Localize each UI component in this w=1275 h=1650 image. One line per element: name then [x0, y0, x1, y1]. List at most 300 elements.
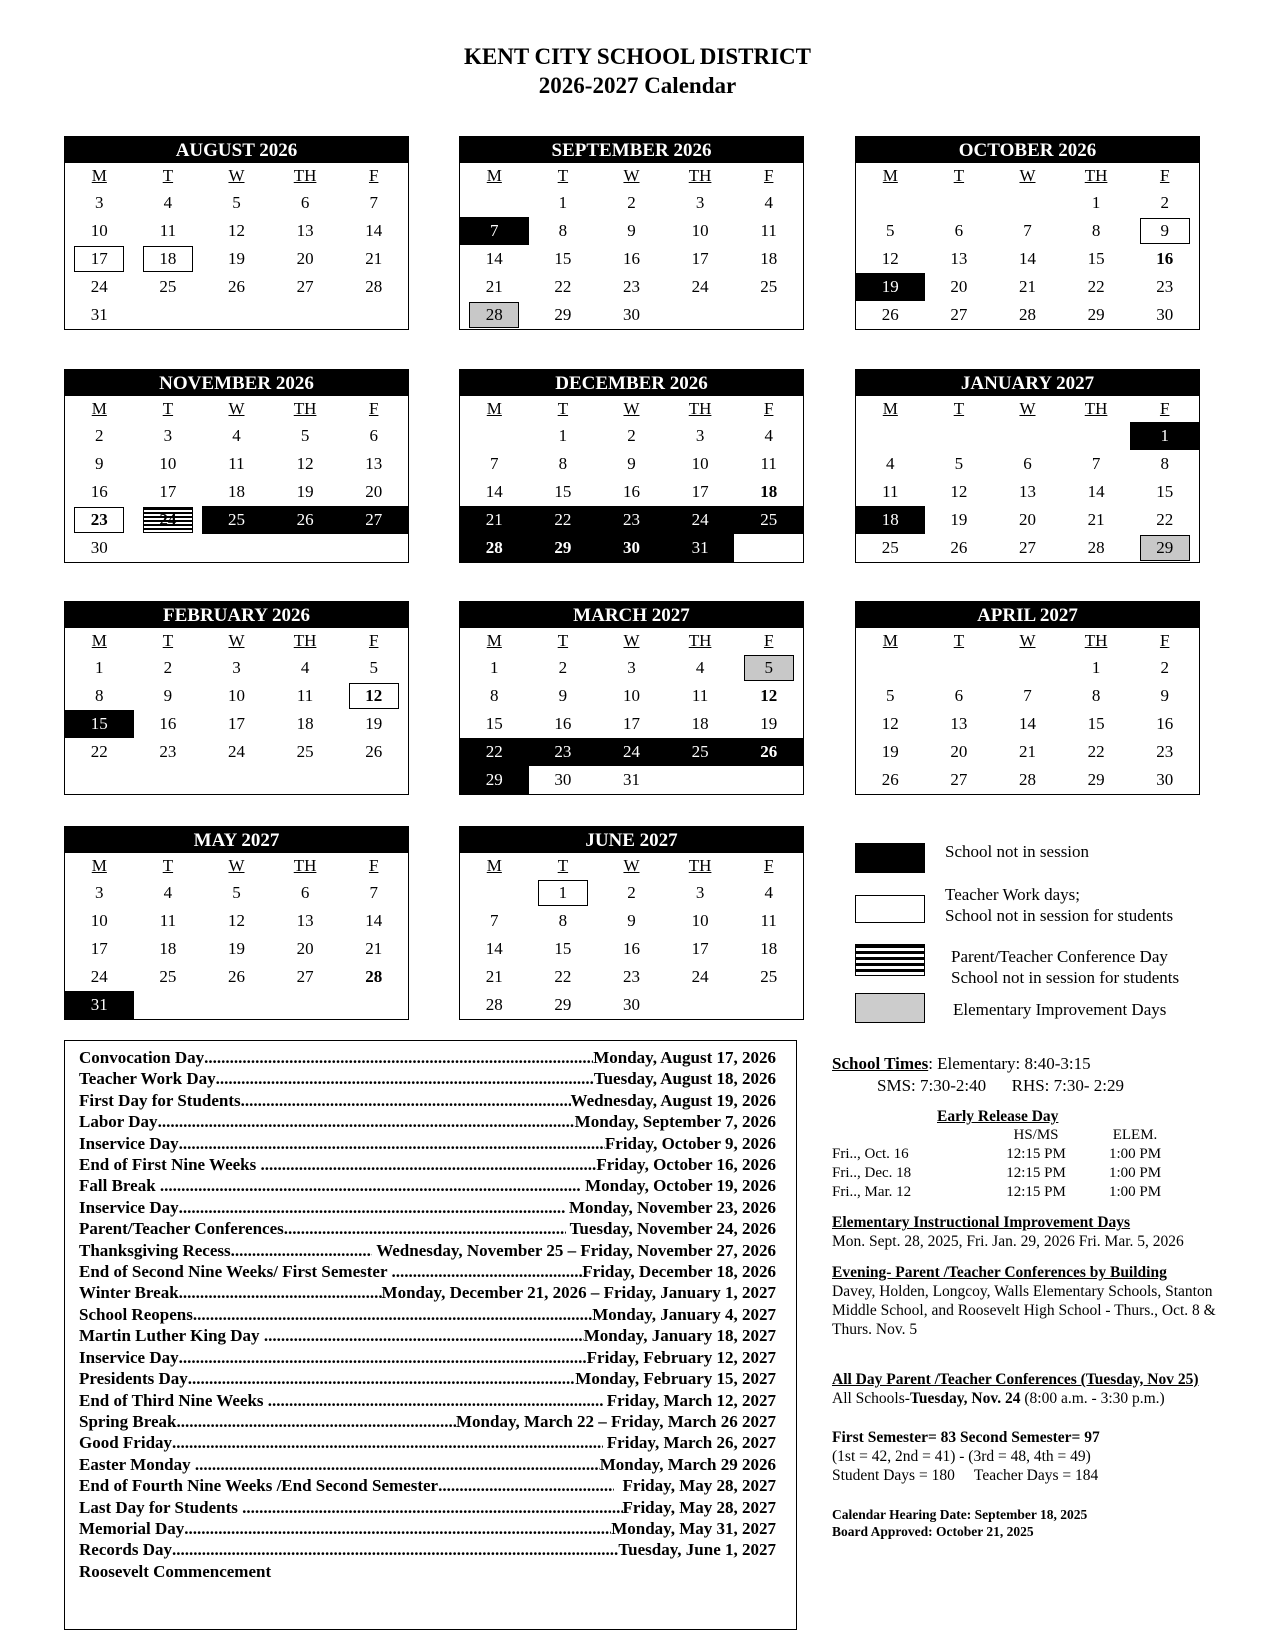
day-cell: [1062, 245, 1131, 273]
day-cell: [666, 273, 735, 301]
weekday-header: T: [953, 166, 965, 185]
day-cell: [856, 273, 925, 301]
leader-dots: [391, 1261, 582, 1282]
day-cell: [597, 654, 666, 682]
day-cell: [65, 422, 134, 450]
week-row: [460, 450, 803, 478]
day-cell: [339, 506, 408, 534]
day-number: 5: [232, 193, 241, 212]
event-name: Parent/Teacher Conferences: [79, 1219, 284, 1239]
day-cell: [202, 301, 271, 329]
week-row: [65, 963, 408, 991]
calendar-month: [855, 369, 1200, 563]
day-cell: [925, 654, 994, 682]
weekday-header: M: [91, 399, 107, 418]
day-number: 15: [554, 249, 572, 268]
day-cell: [271, 422, 340, 450]
day-cell: [65, 654, 134, 682]
day-cell: [529, 189, 598, 217]
early-release-title: Early Release Day: [937, 1108, 1059, 1125]
day-number: 4: [163, 883, 173, 902]
week-row: [65, 422, 408, 450]
week-row: [856, 422, 1199, 450]
day-number: 18: [760, 939, 778, 958]
event-row: [79, 1347, 776, 1368]
day-number: 19: [881, 277, 899, 296]
day-cell: [734, 478, 803, 506]
week-row: [65, 189, 408, 217]
day-cell: [529, 766, 598, 794]
day-number: 21: [365, 939, 383, 958]
day-number: 23: [74, 507, 124, 533]
day-cell: [65, 682, 134, 710]
day-number: 7: [369, 883, 378, 902]
day-cell: [734, 879, 803, 907]
day-cell: [993, 478, 1062, 506]
day-number: 3: [695, 426, 705, 445]
event-row: [79, 1240, 776, 1261]
week-row: [460, 907, 803, 935]
leader-dots: [242, 1497, 622, 1518]
week-row: [856, 189, 1199, 217]
event-name: Teacher Work Day: [79, 1069, 216, 1089]
day-cell: [856, 710, 925, 738]
day-cell: [597, 506, 666, 534]
day-number: 19: [760, 714, 778, 733]
weekday-header: TH: [1084, 631, 1108, 650]
day-cell: [339, 738, 408, 766]
day-cell: [134, 245, 203, 273]
day-number: 4: [300, 658, 310, 677]
day-number: 18: [881, 510, 899, 529]
day-cell: [856, 766, 925, 794]
legend-conference-line1: Parent/Teacher Conference Day: [951, 947, 1168, 966]
day-number: 30: [622, 995, 640, 1014]
weekday-header: T: [557, 399, 569, 418]
day-cell: [460, 766, 529, 794]
day-cell: [339, 422, 408, 450]
day-number: 25: [296, 742, 314, 761]
day-number: 3: [95, 193, 104, 212]
day-cell: [597, 217, 666, 245]
day-cell: [597, 738, 666, 766]
day-cell: [460, 506, 529, 534]
day-cell: [993, 273, 1062, 301]
weekday-header: M: [91, 631, 107, 650]
day-cell: [271, 189, 340, 217]
week-row: [460, 217, 803, 245]
week-row: [65, 654, 408, 682]
weekday-header: T: [953, 399, 965, 418]
event-row: [79, 1068, 776, 1089]
calendar-month: [64, 369, 409, 563]
day-number: 18: [691, 714, 709, 733]
week-row: [65, 301, 408, 329]
day-number: 26: [296, 510, 314, 529]
day-cell: [460, 738, 529, 766]
day-cell: [271, 506, 340, 534]
month-title: MAY 2027: [65, 827, 408, 853]
evening-conferences: [832, 1263, 1242, 1339]
day-number: 7: [369, 193, 378, 212]
event-row: [79, 1561, 776, 1582]
day-cell: [202, 506, 271, 534]
day-number: 22: [90, 742, 108, 761]
day-cell: [1130, 766, 1199, 794]
week-row: [856, 738, 1199, 766]
day-cell: [202, 991, 271, 1019]
day-number: 10: [90, 221, 108, 240]
week-row: [856, 450, 1199, 478]
day-number: 28: [1018, 305, 1036, 324]
day-cell: [666, 422, 735, 450]
day-cell: [666, 217, 735, 245]
day-cell: [65, 450, 134, 478]
day-number: 4: [886, 454, 895, 473]
day-number: 5: [369, 658, 378, 677]
hearing-date: Calendar Hearing Date: September 18, 2025: [832, 1507, 1088, 1522]
week-row: [460, 506, 803, 534]
day-cell: [134, 935, 203, 963]
day-cell: [1130, 710, 1199, 738]
weekday-header: M: [91, 166, 107, 185]
event-name: Inservice Day: [79, 1347, 179, 1367]
day-number: 24: [622, 742, 640, 761]
day-number: 31: [622, 770, 640, 789]
day-cell: [666, 301, 735, 329]
day-cell: [993, 189, 1062, 217]
early-release-row: Fri.., Mar. 12 12:15 PM 1:00 PM: [832, 1184, 1162, 1200]
day-number: 28: [1018, 770, 1036, 789]
day-number: 23: [622, 967, 640, 986]
day-cell: [856, 217, 925, 245]
day-number: 18: [143, 246, 193, 272]
day-cell: [339, 991, 408, 1019]
day-cell: [134, 907, 203, 935]
legend-not-in-session-swatch: [855, 843, 925, 873]
calendar-month: [459, 369, 804, 563]
allday-text: All Schools-Tuesday, Nov. 24 (8:00 a.m. - 3:30 p.m.): [832, 1390, 1165, 1407]
week-row: [856, 654, 1199, 682]
day-cell: [339, 301, 408, 329]
event-row: [79, 1218, 776, 1239]
leader-dots: [438, 1475, 614, 1496]
school-times-secondary: SMS: 7:30-2:40 RHS: 7:30- 2:29: [877, 1076, 1125, 1095]
weekday-header: T: [557, 166, 569, 185]
event-name: School Reopens: [79, 1304, 193, 1324]
day-cell: [666, 506, 735, 534]
day-cell: [529, 506, 598, 534]
day-cell: [134, 963, 203, 991]
day-number: 4: [163, 193, 173, 212]
day-number: 19: [950, 510, 968, 529]
day-number: 6: [300, 883, 310, 902]
week-row: [460, 991, 803, 1019]
day-number: 4: [695, 658, 705, 677]
event-date: Monday, March 22 – Friday, March 26 2027: [455, 1411, 776, 1431]
day-number: 18: [760, 482, 778, 501]
week-row: [460, 682, 803, 710]
day-number: 18: [296, 714, 314, 733]
day-cell: [65, 935, 134, 963]
day-cell: [925, 534, 994, 562]
day-number: 12: [227, 221, 245, 240]
legend-teacher-work-swatch: [855, 895, 925, 923]
day-cell: [529, 301, 598, 329]
week-row: [65, 879, 408, 907]
event-date: Monday, March 29 2026: [599, 1454, 776, 1474]
week-row: [65, 245, 408, 273]
day-number: 2: [1160, 658, 1169, 677]
day-number: 1: [95, 658, 104, 677]
event-name: Martin Luther King Day: [79, 1326, 264, 1346]
day-cell: [856, 422, 925, 450]
day-number: 10: [691, 221, 709, 240]
day-number: 11: [760, 454, 777, 473]
event-name: End of Second Nine Weeks/ First Semester: [79, 1262, 392, 1282]
day-cell: [925, 506, 994, 534]
legend-conference-line2: School not in session for students: [951, 968, 1180, 987]
weekday-header: M: [91, 856, 107, 875]
day-number: 26: [227, 967, 245, 986]
event-row: [79, 1282, 776, 1303]
day-number: 3: [95, 883, 104, 902]
day-number: 19: [296, 482, 314, 501]
day-cell: [856, 450, 925, 478]
weekday-header: F: [1159, 399, 1170, 418]
day-cell: [734, 738, 803, 766]
allday-conferences: [832, 1370, 1252, 1408]
day-number: 16: [159, 714, 177, 733]
month-title: SEPTEMBER 2026: [460, 137, 803, 163]
day-number: 2: [627, 193, 636, 212]
day-cell: [925, 189, 994, 217]
week-row: [856, 710, 1199, 738]
day-cell: [925, 766, 994, 794]
day-number: 29: [485, 770, 503, 789]
day-number: 23: [1156, 277, 1174, 296]
day-cell: [925, 245, 994, 273]
day-cell: [460, 217, 529, 245]
week-row: [460, 422, 803, 450]
day-cell: [1062, 654, 1131, 682]
day-number: 30: [1156, 770, 1174, 789]
day-number: 20: [950, 742, 968, 761]
day-number: 14: [485, 249, 503, 268]
day-number: 19: [365, 714, 383, 733]
legend-conference-swatch: [855, 944, 925, 976]
evening-title: Evening- Parent /Teacher Conferences by Building: [832, 1264, 1167, 1281]
weekday-header: TH: [688, 166, 712, 185]
event-name: Records Day: [79, 1540, 173, 1560]
day-number: 25: [691, 742, 709, 761]
day-number: 26: [760, 742, 778, 761]
calendar-month: [459, 136, 804, 330]
day-cell: [202, 478, 271, 506]
day-cell: [460, 907, 529, 935]
school-times: [832, 1053, 1252, 1097]
day-number: 21: [485, 967, 503, 986]
day-cell: [993, 534, 1062, 562]
day-number: 3: [163, 426, 173, 445]
week-row: [460, 935, 803, 963]
day-number: 24: [691, 277, 709, 296]
weekday-header: W: [623, 856, 640, 875]
weekday-header: F: [368, 166, 379, 185]
day-cell: [734, 506, 803, 534]
day-number: 10: [159, 454, 177, 473]
day-cell: [856, 478, 925, 506]
week-row: [460, 879, 803, 907]
day-number: 6: [300, 193, 310, 212]
footer-dates: [832, 1506, 1252, 1540]
day-number: 8: [558, 911, 568, 930]
day-cell: [65, 217, 134, 245]
leader-dots: [204, 1047, 593, 1068]
day-cell: [460, 450, 529, 478]
day-number: 11: [159, 221, 177, 240]
day-cell: [993, 506, 1062, 534]
day-number: 1: [1091, 193, 1101, 212]
day-cell: [597, 245, 666, 273]
day-number: 14: [485, 482, 503, 501]
day-cell: [134, 506, 203, 534]
week-row: [65, 273, 408, 301]
month-title: MARCH 2027: [460, 602, 803, 628]
day-cell: [65, 189, 134, 217]
day-number: 9: [627, 221, 636, 240]
day-cell: [460, 301, 529, 329]
day-cell: [134, 991, 203, 1019]
day-number: 13: [365, 454, 383, 473]
day-cell: [1062, 534, 1131, 562]
day-cell: [202, 273, 271, 301]
event-row: [79, 1154, 776, 1175]
weekday-header: T: [162, 399, 174, 418]
early-release-row: Fri.., Oct. 16 12:15 PM 1:00 PM: [832, 1146, 1162, 1162]
event-date: Tuesday, June 1, 2027: [618, 1540, 776, 1560]
day-number: 5: [886, 686, 895, 705]
day-number: 14: [365, 911, 383, 930]
event-date: Tuesday, August 18, 2026: [593, 1069, 776, 1089]
day-cell: [460, 534, 529, 562]
day-number: 21: [1018, 742, 1036, 761]
day-number: 1: [490, 658, 499, 677]
weekday-header: T: [557, 631, 569, 650]
day-cell: [734, 935, 803, 963]
week-row: [65, 450, 408, 478]
day-cell: [666, 963, 735, 991]
week-row: [65, 907, 408, 935]
day-cell: [666, 907, 735, 935]
event-date: Friday, October 16, 2026: [596, 1155, 776, 1175]
day-cell: [460, 273, 529, 301]
day-number: 25: [760, 277, 778, 296]
day-cell: [1130, 217, 1199, 245]
day-cell: [271, 766, 340, 794]
day-cell: [202, 710, 271, 738]
day-number: 30: [554, 770, 572, 789]
leader-dots: [268, 1390, 603, 1411]
improvement-title: Elementary Instructional Improvement Days: [832, 1214, 1131, 1231]
day-cell: [597, 273, 666, 301]
day-cell: [529, 907, 598, 935]
day-number: 1: [538, 880, 588, 906]
event-row: [79, 1411, 776, 1432]
day-number: 22: [554, 510, 572, 529]
event-date: Monday, December 21, 2026 – Friday, January 1, 2027: [381, 1283, 776, 1303]
day-number: 1: [1091, 658, 1101, 677]
day-cell: [202, 879, 271, 907]
day-cell: [460, 963, 529, 991]
event-row: [79, 1133, 776, 1154]
leader-dots: [158, 1111, 575, 1132]
weekday-header: TH: [293, 856, 317, 875]
weekday-header: T: [162, 631, 174, 650]
month-title: OCTOBER 2026: [856, 137, 1199, 163]
week-row: [856, 506, 1199, 534]
day-cell: [734, 654, 803, 682]
early-release-row: Fri.., Dec. 18 12:15 PM 1:00 PM: [832, 1165, 1162, 1181]
calendar-month: [64, 826, 409, 1020]
event-name: Inservice Day: [79, 1133, 179, 1153]
event-date: Friday, March 12, 2027: [602, 1390, 776, 1410]
day-cell: [529, 245, 598, 273]
day-number: 16: [1156, 714, 1174, 733]
calendar-month: [459, 826, 804, 1020]
day-cell: [65, 991, 134, 1019]
day-cell: [597, 935, 666, 963]
event-row: [79, 1047, 776, 1068]
day-cell: [339, 935, 408, 963]
day-number: 11: [760, 221, 777, 240]
day-number: 1: [558, 426, 568, 445]
day-number: 2: [627, 883, 636, 902]
day-cell: [925, 422, 994, 450]
day-number: 27: [1018, 538, 1036, 557]
early-release-table: [832, 1126, 1174, 1202]
day-number: 24: [227, 742, 245, 761]
day-number: 20: [365, 482, 383, 501]
day-cell: [1062, 682, 1131, 710]
day-cell: [339, 682, 408, 710]
day-cell: [1130, 478, 1199, 506]
day-number: 27: [950, 770, 968, 789]
legend-conference: [951, 946, 1179, 988]
events-list: [64, 1040, 797, 1630]
day-cell: [856, 245, 925, 273]
day-number: 22: [554, 967, 572, 986]
day-cell: [993, 766, 1062, 794]
week-row: [460, 710, 803, 738]
weekday-header: W: [623, 399, 640, 418]
day-number: 5: [954, 454, 964, 473]
day-number: 9: [1160, 686, 1169, 705]
early-release: [832, 1107, 1252, 1202]
day-cell: [1130, 654, 1199, 682]
school-times-label: School Times: [832, 1054, 929, 1073]
day-cell: [271, 654, 340, 682]
day-cell: [271, 450, 340, 478]
day-cell: [993, 450, 1062, 478]
weekday-header: T: [162, 856, 174, 875]
day-number: 1: [558, 193, 568, 212]
day-cell: [856, 506, 925, 534]
event-date: Friday, December 18, 2026: [582, 1262, 776, 1282]
weekday-header: F: [763, 166, 774, 185]
week-row: [460, 534, 803, 562]
event-row: [79, 1090, 776, 1111]
